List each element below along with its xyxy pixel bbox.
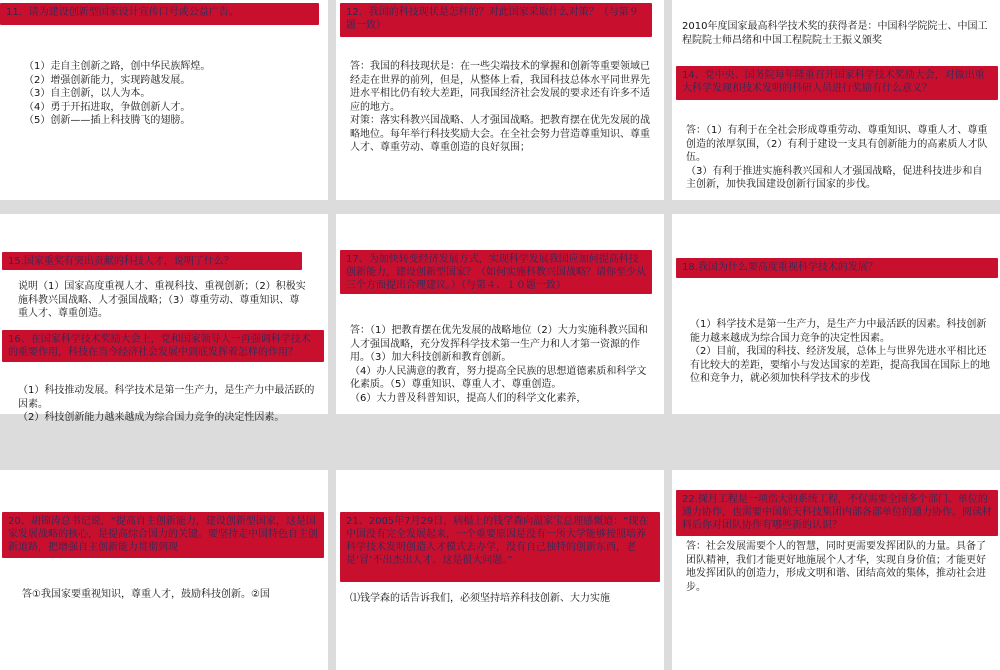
- slide-6-header: 18.我国为什么要高度重视科学技术的发展？: [676, 258, 998, 278]
- slide-1-body: （1）走自主创新之路，创中华民族辉煌。 （2）增强创新能力，实现跨越发展。 （3）自主创新，以人为本。 （4）勇于开拓进取，争做创新人才。 （5）创新——插上科技腾飞的翅膀。: [24, 61, 211, 126]
- slide-8: [336, 470, 664, 670]
- slide-4-header: 15.国家重奖有突出贡献的科技人才，说明了什么？: [2, 252, 302, 270]
- slide-7-header: 20、胡锦涛总书记说，“提高自主创新能力，建设创新型国家，这是国家发展战略的核心，是提高综合国力的关键。要坚持走中国特色自主创新道路，把增强自主创新能力贯彻到现: [2, 512, 324, 558]
- slide-8-header: 21、2005年7月29日，病榻上的钱学森向温家宝总理感慨道：“现在中国没有完全发展起来，一个重要原因是没有一所大学能够按照培养科学技术发明创造人才模式去办学，没有自己独特的创新东西，老是‘冒’不出杰出人才。这是很大问题。”: [340, 512, 660, 582]
- slide-4-body: 说明（1）国家高度重视人才、重视科技、重视创新；（2）积极实施科教兴国战略、人才强国战略；（3）尊重劳动、尊重知识、尊重人才、尊重创造。: [18, 281, 306, 319]
- slide-3-top-text: 2010年度国家最高科学技术奖的获得者是：中国科学院院士、中国工程院院士师昌绪和中国工程院院士王振义颁奖: [682, 21, 988, 46]
- slide-8-body: ⑴钱学森的话告诉我们，必须坚持培养科技创新、大力实施: [350, 593, 610, 604]
- slide-7-body: 答①我国家要重视知识，尊重人才，鼓励科技创新。②国: [22, 589, 270, 600]
- slide-5-header: 17、为加快转变经济发展方式，实现科学发展我国应加何提高科技创新能力，建设创新型国家？（如何实施科教兴国战略？请你至少从三个方面提出合理建议。）（与第４、１０题一致）: [340, 250, 652, 294]
- slide-4-body-2: （1）科技推动发展。科学技术是第一生产力，是生产力中最活跃的因素。 （2）科技创新能力越来越成为综合国力竞争的决定性因素。: [18, 385, 315, 423]
- slide-7: [0, 470, 328, 670]
- slide-3-header: 14、党中央、国务院每年隆重召开国家科学技术奖励大会，对做出重大科学发现和技术发明的科研人员进行奖励有什么意义？: [676, 66, 998, 100]
- slide-2-header: 12．我国的科技现状是怎样的？对此国家采取什么对策？（与第９题一致）: [340, 3, 652, 37]
- slide-3: [672, 0, 1000, 200]
- slide-3-body: 答：（1）有利于在全社会形成尊重劳动、尊重知识、尊重人才、尊重创造的浓厚氛围，（2）有利于建设一支具有创新能力的高素质人才队伍。 （3）有利于推进实施科教兴国和人才强国战略，促进科技进步和自主创新，加快我国建设创新行国家的步伐。: [686, 125, 988, 190]
- slide-1: [0, 0, 328, 200]
- slide-9-body: 答：社会发展需要个人的智慧，同时更需要发挥团队的力量。具备了团队精神，我们才能更好地施展个人才华，实现自身价值；才能更好地发挥团队的创造力，形成文明和谐、团结高效的集体，推动社会进步。: [686, 541, 986, 593]
- slide-6: [672, 214, 1000, 414]
- slide-4: [0, 214, 328, 423]
- slide-5: [336, 214, 664, 414]
- slide-9-header: 22.探月工程是一项浩大的系统工程，不仅需要全国多个部门、单位的通力协作，也需要中国航天科技集团内部各部单位的通力协作。阅读材料后你对团队协作有哪些新的认识？: [676, 490, 998, 536]
- slide-2-body: 答：我国的科技现状是：在一些尖端技术的掌握和创新等重要领域已经走在世界的前列，但是，从整体上看，我国科技总体水平同世界先进水平相比仍有较大差距，同我国经济社会发展的要求还有许多不适应的地方。 对策：落实科教兴国战略、人才强国战略。把教育摆在优先发展的战略地位。每年举行科技奖励大会。在全社会努力营造尊重知识、尊重人才、尊重劳动、尊重创造的良好氛围；: [350, 61, 650, 153]
- slide-2: [336, 0, 664, 200]
- slide-9: [672, 470, 1000, 670]
- slide-6-body: （1）科学技术是第一生产力，是生产力中最活跃的因素。科技创新能力越来越成为综合国力竞争的决定性因素。 （2）目前，我国的科技、经济发展，总体上与世界先进水平相比还有比较大的差距，要缩小与发达国家的差距，提高我国在国际上的地位和竞争力，就必须加快科学技术的步伐: [690, 319, 990, 384]
- slide-4-header-2: 16、在国家科学技术奖励大会上，党和国家领导人一再强调科学技术的重要作用，科技在当今经济社会发展中到底发挥着怎样的作用？: [2, 330, 324, 362]
- slide-5-body: 答：（1）把教育摆在优先发展的战略地位（2）大力实施科教兴国和人才强国战略，充分发挥科学技术第一生产力和人才第一资源的作用。（3）加大科技创新和教育创新。 （4）办人民满意的教育，努力提高全民族的思想道德素质和科学文化素质。（5）尊重知识、尊重人才、尊重创造。 （6）大力普及科普知识，提高人们的科学文化素养，: [350, 325, 648, 404]
- slide-1-header: 11．请为建设创新型国家设计宣传口号或公益广告。: [0, 3, 319, 25]
